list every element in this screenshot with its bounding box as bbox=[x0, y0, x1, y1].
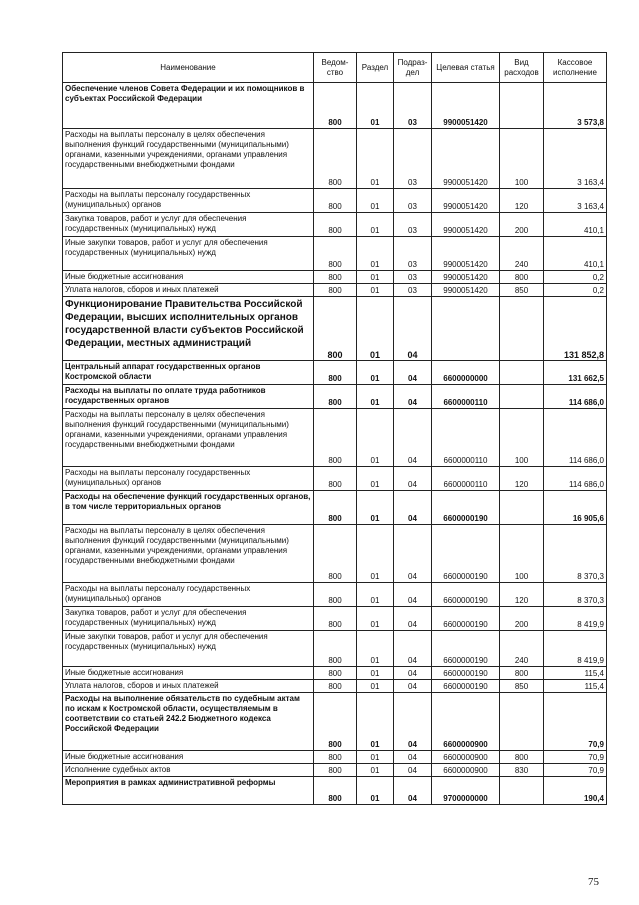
cell-subsection: 03 bbox=[394, 189, 432, 213]
cell-kind bbox=[500, 361, 544, 385]
cell-dept: 800 bbox=[314, 777, 357, 805]
cell-kind bbox=[500, 385, 544, 409]
cell-amount: 3 573,8 bbox=[544, 83, 607, 129]
cell-dept: 800 bbox=[314, 284, 357, 297]
cell-section: 01 bbox=[357, 764, 394, 777]
table-row bbox=[63, 284, 607, 297]
cell-subsection: 04 bbox=[394, 525, 432, 583]
cell-kind: 850 bbox=[500, 284, 544, 297]
cell-amount: 115,4 bbox=[544, 667, 607, 680]
cell-target: 9900051420 bbox=[432, 284, 500, 297]
cell-subsection: 04 bbox=[394, 680, 432, 693]
cell-kind: 800 bbox=[500, 667, 544, 680]
cell-amount: 131 662,5 bbox=[544, 361, 607, 385]
table-row bbox=[63, 631, 607, 667]
cell-amount: 190,4 bbox=[544, 777, 607, 805]
cell-subsection: 04 bbox=[394, 607, 432, 631]
cell-name: Расходы на выполнение обязательств по судебным актам по искам к Костромской области, осуществляемым в соответствии со статьей 242.2 Бюджетного кодекса Российской Федерации bbox=[63, 693, 314, 751]
table-row bbox=[63, 777, 607, 805]
table-row bbox=[63, 129, 607, 189]
cell-dept: 800 bbox=[314, 607, 357, 631]
cell-section: 01 bbox=[357, 583, 394, 607]
cell-target: 9700000000 bbox=[432, 777, 500, 805]
cell-dept: 800 bbox=[314, 83, 357, 129]
cell-target: 6600000190 bbox=[432, 680, 500, 693]
cell-target: 6600000190 bbox=[432, 667, 500, 680]
cell-kind: 240 bbox=[500, 631, 544, 667]
cell-subsection: 04 bbox=[394, 385, 432, 409]
cell-kind bbox=[500, 83, 544, 129]
cell-section: 01 bbox=[357, 667, 394, 680]
table-row bbox=[63, 213, 607, 237]
cell-name: Расходы на выплаты персоналу государственных (муниципальных) органов bbox=[63, 189, 314, 213]
cell-target: 6600000190 bbox=[432, 525, 500, 583]
cell-section: 01 bbox=[357, 297, 394, 361]
cell-subsection: 03 bbox=[394, 271, 432, 284]
cell-dept: 800 bbox=[314, 385, 357, 409]
cell-kind: 800 bbox=[500, 271, 544, 284]
budget-table bbox=[62, 52, 607, 805]
cell-amount: 8 419,9 bbox=[544, 631, 607, 667]
cell-name: Закупка товаров, работ и услуг для обеспечения государственных (муниципальных) нужд bbox=[63, 213, 314, 237]
cell-dept: 800 bbox=[314, 189, 357, 213]
cell-section: 01 bbox=[357, 83, 394, 129]
table-row bbox=[63, 764, 607, 777]
cell-target bbox=[432, 297, 500, 361]
table-row bbox=[63, 271, 607, 284]
cell-kind: 100 bbox=[500, 409, 544, 467]
cell-amount: 70,9 bbox=[544, 751, 607, 764]
cell-amount: 410,1 bbox=[544, 213, 607, 237]
header-name: Наименование bbox=[63, 53, 314, 83]
table-row bbox=[63, 237, 607, 271]
cell-dept: 800 bbox=[314, 667, 357, 680]
cell-section: 01 bbox=[357, 271, 394, 284]
cell-subsection: 04 bbox=[394, 751, 432, 764]
cell-name: Иные бюджетные ассигнования bbox=[63, 271, 314, 284]
cell-name: Закупка товаров, работ и услуг для обеспечения государственных (муниципальных) нужд bbox=[63, 607, 314, 631]
budget-table-sheet bbox=[62, 52, 606, 805]
cell-amount: 115,4 bbox=[544, 680, 607, 693]
cell-section: 01 bbox=[357, 409, 394, 467]
cell-target: 6600000900 bbox=[432, 693, 500, 751]
cell-name: Иные закупки товаров, работ и услуг для обеспечения государственных (муниципальных) нужд bbox=[63, 237, 314, 271]
cell-name: Иные бюджетные ассигнования bbox=[63, 751, 314, 764]
cell-amount: 8 419,9 bbox=[544, 607, 607, 631]
cell-target: 9900051420 bbox=[432, 271, 500, 284]
cell-target: 9900051420 bbox=[432, 129, 500, 189]
cell-subsection: 03 bbox=[394, 237, 432, 271]
cell-kind: 120 bbox=[500, 189, 544, 213]
table-row bbox=[63, 385, 607, 409]
cell-kind: 100 bbox=[500, 525, 544, 583]
cell-amount: 114 686,0 bbox=[544, 467, 607, 491]
table-row bbox=[63, 409, 607, 467]
cell-target: 9900051420 bbox=[432, 189, 500, 213]
cell-target: 9900051420 bbox=[432, 83, 500, 129]
cell-name: Иные закупки товаров, работ и услуг для обеспечения государственных (муниципальных) нужд bbox=[63, 631, 314, 667]
cell-subsection: 03 bbox=[394, 213, 432, 237]
cell-dept: 800 bbox=[314, 297, 357, 361]
cell-section: 01 bbox=[357, 467, 394, 491]
header-dept: Ведом-ство bbox=[314, 53, 357, 83]
cell-section: 01 bbox=[357, 751, 394, 764]
table-body bbox=[63, 83, 607, 805]
cell-dept: 800 bbox=[314, 237, 357, 271]
cell-dept: 800 bbox=[314, 409, 357, 467]
cell-subsection: 04 bbox=[394, 491, 432, 525]
cell-target: 6600000190 bbox=[432, 631, 500, 667]
cell-amount: 410,1 bbox=[544, 237, 607, 271]
cell-amount: 8 370,3 bbox=[544, 525, 607, 583]
table-row bbox=[63, 525, 607, 583]
cell-section: 01 bbox=[357, 385, 394, 409]
cell-name: Уплата налогов, сборов и иных платежей bbox=[63, 680, 314, 693]
cell-kind bbox=[500, 491, 544, 525]
cell-kind bbox=[500, 693, 544, 751]
cell-amount: 0,2 bbox=[544, 284, 607, 297]
cell-dept: 800 bbox=[314, 764, 357, 777]
cell-target: 9900051420 bbox=[432, 213, 500, 237]
table-row bbox=[63, 667, 607, 680]
table-row bbox=[63, 583, 607, 607]
cell-amount: 70,9 bbox=[544, 693, 607, 751]
cell-subsection: 04 bbox=[394, 297, 432, 361]
cell-name: Расходы на обеспечение функций государственных органов, в том числе территориальных органов bbox=[63, 491, 314, 525]
table-row bbox=[63, 693, 607, 751]
cell-subsection: 03 bbox=[394, 83, 432, 129]
cell-amount: 16 905,6 bbox=[544, 491, 607, 525]
cell-dept: 800 bbox=[314, 491, 357, 525]
cell-kind: 120 bbox=[500, 467, 544, 491]
cell-kind: 120 bbox=[500, 583, 544, 607]
cell-name: Расходы на выплаты персоналу в целях обеспечения выполнения функций государственными (муниципальными) органами, казенными учреждениями, органами управления государственными внебюджетными фондами bbox=[63, 409, 314, 467]
cell-subsection: 04 bbox=[394, 777, 432, 805]
cell-kind: 100 bbox=[500, 129, 544, 189]
cell-amount: 8 370,3 bbox=[544, 583, 607, 607]
cell-dept: 800 bbox=[314, 129, 357, 189]
table-row bbox=[63, 297, 607, 361]
cell-subsection: 04 bbox=[394, 467, 432, 491]
cell-section: 01 bbox=[357, 693, 394, 751]
cell-dept: 800 bbox=[314, 271, 357, 284]
cell-subsection: 04 bbox=[394, 361, 432, 385]
cell-kind bbox=[500, 777, 544, 805]
cell-kind bbox=[500, 297, 544, 361]
cell-dept: 800 bbox=[314, 680, 357, 693]
cell-target: 6600000110 bbox=[432, 467, 500, 491]
cell-amount: 70,9 bbox=[544, 764, 607, 777]
cell-dept: 800 bbox=[314, 693, 357, 751]
cell-target: 6600000900 bbox=[432, 764, 500, 777]
header-kind: Вид расходов bbox=[500, 53, 544, 83]
cell-name: Обеспечение членов Совета Федерации и их помощников в субъектах Российской Федерации bbox=[63, 83, 314, 129]
cell-name: Иные бюджетные ассигнования bbox=[63, 667, 314, 680]
table-row bbox=[63, 607, 607, 631]
cell-target: 6600000110 bbox=[432, 385, 500, 409]
table-row bbox=[63, 751, 607, 764]
table-header-row bbox=[63, 53, 607, 83]
table-row bbox=[63, 680, 607, 693]
cell-amount: 114 686,0 bbox=[544, 409, 607, 467]
cell-subsection: 04 bbox=[394, 631, 432, 667]
cell-section: 01 bbox=[357, 525, 394, 583]
cell-section: 01 bbox=[357, 129, 394, 189]
cell-amount: 0,2 bbox=[544, 271, 607, 284]
table-row bbox=[63, 83, 607, 129]
cell-subsection: 03 bbox=[394, 284, 432, 297]
cell-dept: 800 bbox=[314, 583, 357, 607]
page-number: 75 bbox=[588, 876, 599, 888]
cell-name: Исполнение судебных актов bbox=[63, 764, 314, 777]
cell-section: 01 bbox=[357, 284, 394, 297]
cell-dept: 800 bbox=[314, 467, 357, 491]
table-row bbox=[63, 361, 607, 385]
cell-subsection: 04 bbox=[394, 583, 432, 607]
cell-kind: 200 bbox=[500, 607, 544, 631]
cell-section: 01 bbox=[357, 237, 394, 271]
cell-name: Расходы на выплаты персоналу в целях обеспечения выполнения функций государственными (муниципальными) органами, казенными учреждениями, органами управления государственными внебюджетными фондами bbox=[63, 129, 314, 189]
cell-subsection: 04 bbox=[394, 693, 432, 751]
cell-subsection: 04 bbox=[394, 409, 432, 467]
cell-dept: 800 bbox=[314, 213, 357, 237]
cell-target: 9900051420 bbox=[432, 237, 500, 271]
cell-kind: 800 bbox=[500, 751, 544, 764]
cell-section: 01 bbox=[357, 607, 394, 631]
cell-target: 6600000110 bbox=[432, 409, 500, 467]
header-amount: Кассовое исполнение bbox=[544, 53, 607, 83]
cell-section: 01 bbox=[357, 680, 394, 693]
cell-name: Центральный аппарат государственных органов Костромской области bbox=[63, 361, 314, 385]
cell-name: Уплата налогов, сборов и иных платежей bbox=[63, 284, 314, 297]
table-row bbox=[63, 189, 607, 213]
cell-section: 01 bbox=[357, 213, 394, 237]
cell-subsection: 03 bbox=[394, 129, 432, 189]
table-row bbox=[63, 491, 607, 525]
cell-target: 6600000900 bbox=[432, 751, 500, 764]
cell-amount: 3 163,4 bbox=[544, 189, 607, 213]
cell-target: 6600000000 bbox=[432, 361, 500, 385]
cell-name: Расходы на выплаты персоналу в целях обеспечения выполнения функций государственными (муниципальными) органами, казенными учреждениями, органами управления государственными внебюджетными фондами bbox=[63, 525, 314, 583]
cell-section: 01 bbox=[357, 631, 394, 667]
cell-section: 01 bbox=[357, 361, 394, 385]
cell-dept: 800 bbox=[314, 631, 357, 667]
cell-kind: 200 bbox=[500, 213, 544, 237]
cell-name: Функционирование Правительства Российской Федерации, высших исполнительных органов государственной власти субъектов Российской Федерации, местных администраций bbox=[63, 297, 314, 361]
cell-subsection: 04 bbox=[394, 667, 432, 680]
cell-name: Мероприятия в рамках административной реформы bbox=[63, 777, 314, 805]
header-target: Целевая статья bbox=[432, 53, 500, 83]
cell-amount: 114 686,0 bbox=[544, 385, 607, 409]
cell-target: 6600000190 bbox=[432, 583, 500, 607]
cell-amount: 3 163,4 bbox=[544, 129, 607, 189]
cell-kind: 240 bbox=[500, 237, 544, 271]
cell-dept: 800 bbox=[314, 525, 357, 583]
cell-name: Расходы на выплаты по оплате труда работников государственных органов bbox=[63, 385, 314, 409]
cell-amount: 131 852,8 bbox=[544, 297, 607, 361]
header-subsection: Подраз-дел bbox=[394, 53, 432, 83]
cell-name: Расходы на выплаты персоналу государственных (муниципальных) органов bbox=[63, 467, 314, 491]
cell-kind: 850 bbox=[500, 680, 544, 693]
cell-name: Расходы на выплаты персоналу государственных (муниципальных) органов bbox=[63, 583, 314, 607]
cell-target: 6600000190 bbox=[432, 607, 500, 631]
cell-dept: 800 bbox=[314, 751, 357, 764]
cell-subsection: 04 bbox=[394, 764, 432, 777]
cell-section: 01 bbox=[357, 777, 394, 805]
cell-dept: 800 bbox=[314, 361, 357, 385]
table-row bbox=[63, 467, 607, 491]
header-section: Раздел bbox=[357, 53, 394, 83]
cell-kind: 830 bbox=[500, 764, 544, 777]
cell-target: 6600000190 bbox=[432, 491, 500, 525]
cell-section: 01 bbox=[357, 189, 394, 213]
cell-section: 01 bbox=[357, 491, 394, 525]
